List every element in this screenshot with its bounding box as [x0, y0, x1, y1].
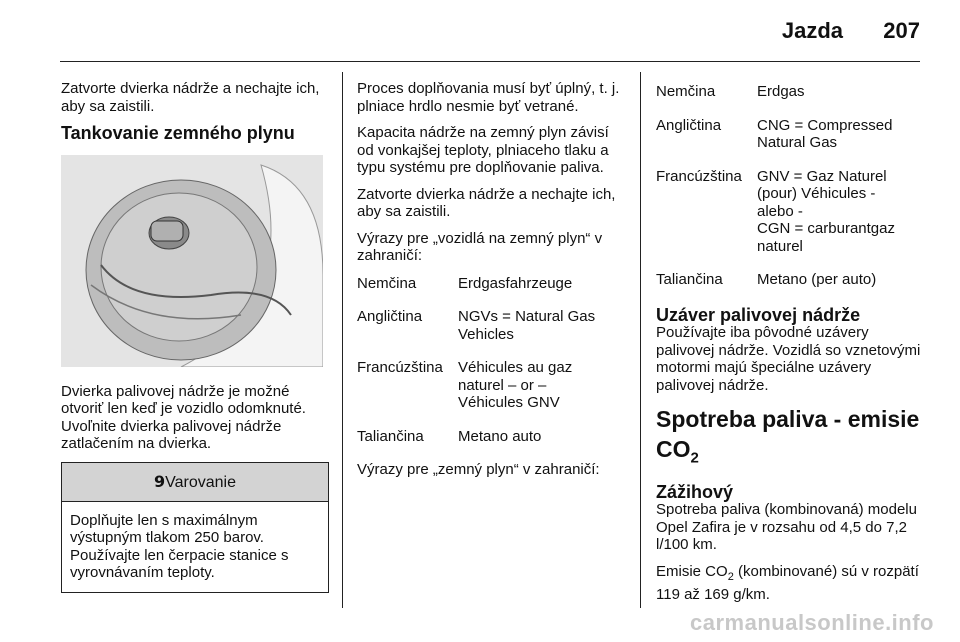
- table-row: [656, 271, 926, 289]
- paragraph: Zatvorte dvierka nádrže a nechajte ich, aby sa zaistili.: [357, 185, 616, 220]
- term-cell: Erdgas: [757, 83, 805, 100]
- paragraph: Výrazy pre „vozidlá na zemný plyn“ v zahraničí:: [357, 229, 603, 264]
- column-divider: [640, 72, 641, 608]
- term-cell: GNV = Gaz Naturel (pour) Véhicules - alebo - CGN = carburantgaz naturel: [757, 167, 895, 255]
- language-cell: Angličtina: [357, 308, 423, 325]
- term-cell: CNG = Compressed Natural Gas: [757, 116, 893, 151]
- language-cell: Taliančina: [357, 427, 424, 445]
- language-cell: Taliančina: [656, 271, 723, 288]
- header-rule: [60, 61, 920, 62]
- subscript: 2: [727, 570, 734, 583]
- warning-text: Doplňujte len s maximálnym výstupným tlakom 250 barov. Používajte len čerpacie stanice s vyrovnávaním teploty.: [70, 511, 289, 581]
- table-row: [656, 83, 926, 101]
- table-row: [656, 117, 926, 152]
- paragraph: Kapacita nádrže na zemný plyn závisí od vonkajšej teploty, plniaceho tlaku a typu systému pre doplňovanie paliva.: [357, 124, 609, 176]
- text-span: Emisie CO: [656, 562, 728, 580]
- term-cell: Erdgasfahrzeuge: [458, 274, 573, 292]
- table-row: [357, 275, 629, 293]
- section-heading: Uzáver palivovej nádrže: [656, 304, 861, 325]
- subscript: 2: [690, 449, 699, 467]
- table-row: [357, 359, 629, 412]
- warning-header: [62, 463, 328, 502]
- column-right: [656, 80, 926, 613]
- page-number: 207: [883, 18, 920, 43]
- terms-table: [656, 83, 926, 289]
- watermark: carmanualsonline.info: [690, 610, 934, 635]
- column-middle: [357, 80, 629, 488]
- chapter-heading-text: Spotreba paliva - emisie: [656, 406, 920, 432]
- table-row: [656, 168, 926, 256]
- paragraph: Používajte iba pôvodné uzávery palivovej nádrže. Vozidlá so vznetovými motormi majú špeciálne uzávery palivovej nádrže.: [656, 324, 921, 394]
- table-row: [357, 428, 629, 446]
- paragraph: Dvierka palivovej nádrže je možné otvoriť len keď je vozidlo odomknuté. Uvoľnite dvierka palivovej nádrže zatlačením na dvierka.: [61, 382, 306, 452]
- column-left: [61, 80, 329, 593]
- chapter-heading: [656, 404, 926, 474]
- paragraph: Spotreba paliva (kombinovaná) modelu Opel Zafira je v rozsahu od 4,5 do 7,2 l/100 km.: [656, 501, 917, 554]
- paragraph: [656, 563, 926, 604]
- page-header: [0, 18, 960, 48]
- paragraph: Výrazy pre „zemný plyn“ v zahraničí:: [357, 461, 600, 478]
- section-title: Jazda: [781, 18, 843, 43]
- term-cell: Véhicules au gaz naturel – or – Véhicules GNV: [458, 359, 573, 411]
- subsection-heading: Zážihový: [656, 481, 734, 502]
- warning-title: Varovanie: [165, 473, 236, 491]
- language-cell: Francúzština: [656, 167, 742, 185]
- section-heading: Tankovanie zemného plynu: [61, 123, 295, 143]
- paragraph: Proces doplňovania musí byť úplný, t. j. plniace hrdlo nesmie byť vetrané.: [357, 80, 620, 115]
- chapter-heading-text: CO: [656, 436, 691, 462]
- column-divider: [342, 72, 343, 608]
- paragraph: Zatvorte dvierka nádrže a nechajte ich, aby sa zaistili.: [61, 80, 320, 115]
- language-cell: Angličtina: [656, 116, 722, 134]
- table-row: [357, 308, 629, 343]
- term-cell: NGVs = Natural Gas Vehicles: [458, 308, 596, 343]
- language-cell: Nemčina: [357, 274, 417, 292]
- warning-icon: 9: [154, 471, 166, 491]
- term-cell: Metano (per auto): [757, 271, 877, 288]
- text-span: (kombinované) sú v rozpätí 119 až 169 g/km.: [656, 562, 919, 604]
- fuel-filler-photo: [61, 155, 323, 367]
- warning-box: [61, 462, 329, 593]
- language-cell: Francúzština: [357, 359, 443, 376]
- terms-table: [357, 275, 629, 446]
- language-cell: Nemčina: [656, 83, 716, 100]
- term-cell: Metano auto: [458, 427, 542, 445]
